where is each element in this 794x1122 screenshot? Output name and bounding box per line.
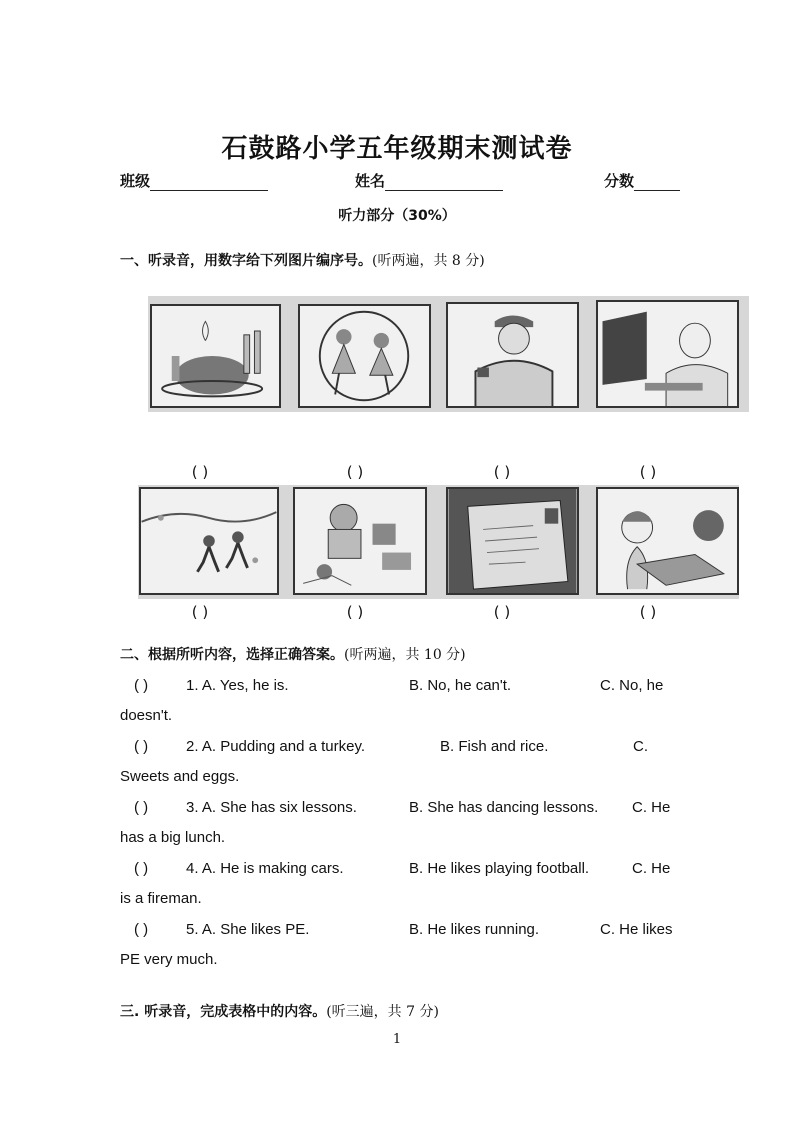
question-5-option-a: 5. A. She likes PE. <box>186 921 310 938</box>
answer-paren-4[interactable]: ( ) <box>639 463 657 481</box>
boy-at-computer-picture <box>596 300 739 408</box>
section2-note: (听两遍，共 10 分) <box>344 647 466 663</box>
question-1-continuation: doesn't. <box>120 707 173 724</box>
section3-heading <box>120 1001 439 1021</box>
messy-toy-room-picture <box>293 487 427 595</box>
question-2-option-b: B. Fish and rice. <box>440 738 549 755</box>
question-5-option-b: B. He likes running. <box>409 921 540 938</box>
roast-turkey-dinner-picture <box>150 304 281 408</box>
page-title: 石鼓路小学五年级期末测试卷 <box>221 134 573 164</box>
question-4-paren[interactable]: ( ) <box>134 860 149 877</box>
question-3-option-b: B. She has dancing lessons. <box>409 799 599 816</box>
answer-paren-5[interactable]: ( ) <box>191 603 209 621</box>
answer-paren-1[interactable]: ( ) <box>191 463 209 481</box>
question-3-option-c: C. He <box>632 799 671 816</box>
question-2-option-a: 2. A. Pudding and a turkey. <box>186 738 366 755</box>
section1-note: (听两遍，共 8 分) <box>372 253 485 269</box>
question-3-option-a: 3. A. She has six lessons. <box>186 799 357 816</box>
page-number: 1 <box>392 1032 402 1047</box>
name-label: 姓名 <box>355 172 386 190</box>
section3-note: (听三遍，共 7 分) <box>326 1004 439 1020</box>
question-1-option-a: 1. A. Yes, he is. <box>186 677 289 694</box>
section3-title: 三. 听录音，完成表格中的内容。 <box>120 1004 327 1020</box>
question-1-option-c: C. No, he <box>600 677 664 694</box>
dancing-girls-picture <box>298 304 431 408</box>
question-5-option-c: C. He likes <box>600 921 673 938</box>
answer-paren-8[interactable]: ( ) <box>639 603 657 621</box>
score-field <box>604 170 680 191</box>
question-3-continuation: has a big lunch. <box>120 829 226 846</box>
answer-paren-3[interactable]: ( ) <box>493 463 511 481</box>
section2-title: 二、根据所听内容，选择正确答案。 <box>120 647 344 663</box>
section1-title: 一、听录音，用数字给下列图片编序号。 <box>120 253 372 269</box>
class-blank[interactable] <box>150 176 268 191</box>
score-label: 分数 <box>604 172 635 190</box>
question-5-paren[interactable]: ( ) <box>134 921 149 938</box>
question-2-option-c: C. <box>633 738 648 755</box>
answer-paren-6[interactable]: ( ) <box>346 603 364 621</box>
score-blank[interactable] <box>634 176 680 191</box>
question-4-option-a: 4. A. He is making cars. <box>186 860 344 877</box>
girl-at-table-picture <box>596 487 739 595</box>
name-field <box>355 170 503 191</box>
question-4-option-c: C. He <box>632 860 671 877</box>
class-label: 班级 <box>120 172 151 190</box>
question-2-paren[interactable]: ( ) <box>134 738 149 755</box>
question-4-option-b: B. He likes playing football. <box>409 860 590 877</box>
answer-paren-7[interactable]: ( ) <box>493 603 511 621</box>
question-2-continuation: Sweets and eggs. <box>120 768 240 785</box>
question-4-continuation: is a fireman. <box>120 890 202 907</box>
children-in-snow-picture <box>139 487 279 595</box>
section2-heading <box>120 644 466 664</box>
question-5-continuation: PE very much. <box>120 951 218 968</box>
name-blank[interactable] <box>385 176 503 191</box>
envelope-letter-picture <box>446 487 579 595</box>
section1-heading <box>120 250 485 270</box>
listening-part-heading: 听力部分（30%） <box>338 208 456 224</box>
class-field <box>120 170 268 191</box>
answer-paren-2[interactable]: ( ) <box>346 463 364 481</box>
question-1-paren[interactable]: ( ) <box>134 677 149 694</box>
man-in-cap-picture <box>446 302 579 408</box>
question-3-paren[interactable]: ( ) <box>134 799 149 816</box>
question-1-option-b: B. No, he can't. <box>409 677 512 694</box>
